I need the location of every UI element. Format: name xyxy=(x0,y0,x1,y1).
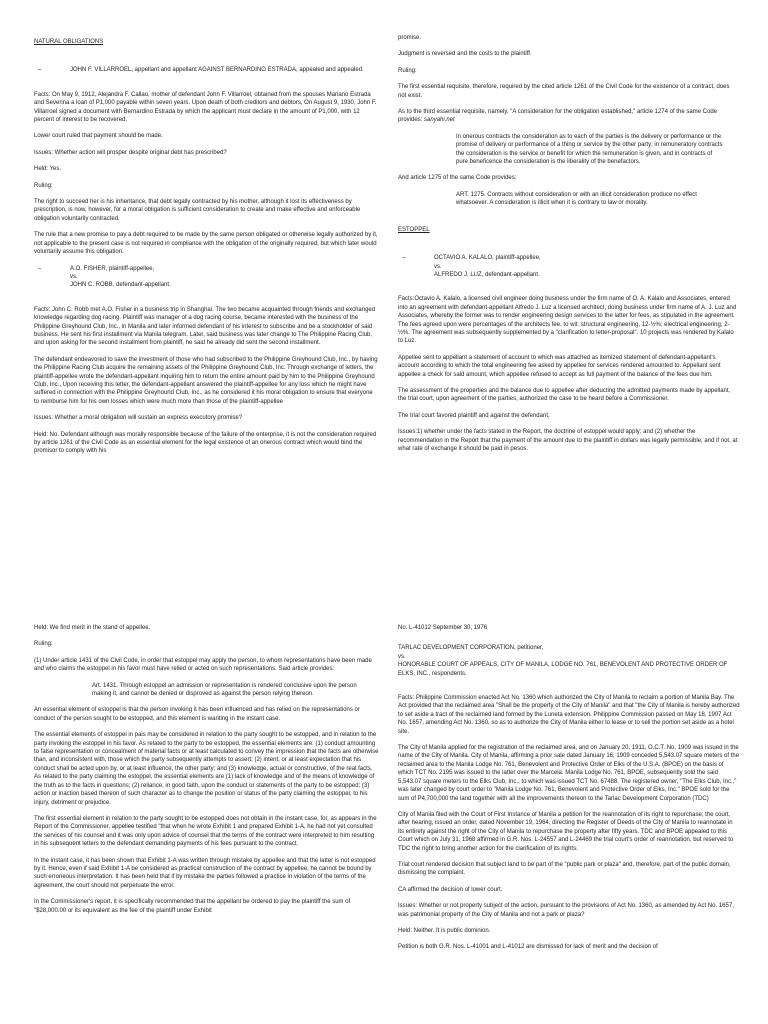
case-docket: No. L-41012 September 30, 1976 xyxy=(398,625,488,631)
ruling-paragraph: The right to succeed her is his inheritance, that debt legally contracted by his mother, although it lost its effectiveness by prescription, is now, however, for a moral obligation is sufficient consideration to create and make effective and enforceable obligation voluntarily contracted. xyxy=(34,199,361,222)
issues-paragraph: Issues: Whether action will prosper despite original debt has prescribed? xyxy=(34,149,227,156)
case-party-line: vs. xyxy=(398,653,406,660)
case-party-line: HONORABLE COURT OF APPEALS, CITY OF MANILA, LODGE NO. 761, BENEVOLENT AND PROTECTIVE ORDER OF ELKS, INC., respondents. xyxy=(398,662,728,677)
case-parties: JOHN F. VILLARROEL, appellant and appellant AGAINST BERNARDINO ESTRADA, appealed and appealed. xyxy=(70,67,364,74)
body-paragraph: The assessment of the properties and the balance due to appellee after deducting the admitted payments made by appellant, the trial court, upon agreement of the parties, authorized the case to be heard before a Commissioner. xyxy=(398,387,731,403)
body-paragraph: Trial court rendered decision that subject land to be part of the "public park or plaza" and, therefore, part of the public domain, dismissing the complaint. xyxy=(398,861,731,877)
body-paragraph: Judgment is reversed and the costs to the plaintiff. xyxy=(398,51,532,58)
issues-paragraph: Issues: Whether or not property subject of the action, pursuant to the provisions of Act No. 1360, as amended by Act No. 1657, was patrimonial property of the City of Manila and not a park or plaza? xyxy=(398,903,734,918)
case-caption-fisher xyxy=(34,265,378,290)
body-paragraph: The first essential requisite, therefore, required by the cited article 1261 of the Civil Code for the existence of a contract, does not exist. xyxy=(398,84,730,99)
body-paragraph: The trial court favored plaintiff and against the defendant, xyxy=(398,412,550,419)
ruling-label: Ruling: xyxy=(34,182,53,189)
body-paragraph: The City of Manila applied for the registration of the reclaimed area, and on January 20, 1911, O.C.T. No. 1909 was issued in the name of the City of Manila. City of Manila, affirming a prior sale dated January 16, 1909 conceded 5,543.07 square meters of the reclaimed area to the Manila Lodge No. 761, Benevolent and Protective Order of Elks of the U.S.A. (BPOE) on the basis of which TCT No. 2195 was issued to the latter over the Marcela. Manila Lodge No. 761, BPOE, subsequently sold the said 5,543.07 square meters to the Elks Club, Inc., to which was issued TCT No. 67488. The registered owner, "The Elks Club, Inc.," was later changed by court order to "Manila Lodge No. 761, Benevolent and Protective Order of Elks, Inc." BPOE sold for the sum of P4,700,000 the land together with all the improvements thereon to the Tarlac Development Corporation (TDC) xyxy=(398,745,740,802)
block-quote: Art. 1431. Through estoppel an admission or representation is rendered conclusive upon the person making it, and cannot be denied or disproved as against the person relying thereon. xyxy=(92,682,357,698)
block-quote: ART. 1275. Contracts without consideration or with an illicit consideration produce no effect whatsoever. A consideration is illicit when it is contrary to law or morality. xyxy=(456,191,697,207)
body-paragraph: In the Commissioner's report, it is specifically recommended that the appellant be ordered to pay the plaintiff the sum of "$28,000.00 or its equivalent as the fee of the plaintiff under Exhibit xyxy=(34,899,351,914)
body-paragraph: The first essential element in relation to the party sought to be estopped does not obtain in the instant case, for, as appears in the Report of the Commissioner, appellee testified "that when he wrote Exhibit 1 and prepared Exhibit 1-A, he had not yet consulted the services of his counsel and it was only upon advice of counsel that the terms of the contract were interpreted to him resulting in his subsequent letters to the defendant demanding payments of his fees pursuant to the contract. xyxy=(34,815,377,848)
page-2-left-column xyxy=(34,624,380,1024)
case-party-line: TARLAC DEVELOPMENT CORPORATION, petitioner, xyxy=(398,645,544,652)
held-paragraph: Held: We find merit in the stand of appellee. xyxy=(34,625,151,631)
body-paragraph: Petition is both G.R. Nos. L-41001 and L-41012 are dismissed for lack of merit and the decision of xyxy=(398,944,658,951)
case-party-line: A.O. FISHER, plaintiff-appellee, xyxy=(70,265,155,272)
list-dash: – xyxy=(38,265,42,272)
case-caption-kalalo xyxy=(398,254,738,279)
case-parties xyxy=(434,254,541,279)
body-paragraph xyxy=(398,108,738,125)
facts-paragraph: Facts:Octavio A. Kalalo, a licensed civil engineer doing business under the firm name of O. A. Kalalo and Associates, entered into an agreement with defendant-appellant Alfredo J. Luz a licensed architect, doing business under firm name of A. J. Luz and Associates, whereby the former was to render engineering design services to the latter for fees, as stipulated in the agreement. The fees agreed upon were percentages of the architects fee, to wit: structural engineering, 12-½%; electrical engineering, 2-½%. The agreement was subsequently supplemented by a "clarification to letter-proposal". 10 projects was rendered by Kalalo to Luz. xyxy=(398,296,737,345)
case-party-line: JOHN C. ROBB, defendant-appellant. xyxy=(70,282,171,289)
ruling-label: Ruling: xyxy=(398,67,417,74)
watermark-text: sanyahi.net xyxy=(424,117,455,124)
case-caption-villarroel xyxy=(34,66,378,74)
body-paragraph: Appellee sent to appellant a statement of account to which was attached as itemized statement of defendant-appellant's account according to which the total engineering fee asked by appellee for services rendered amounted to. Appellant sent appellee a check for said amount, which appellee refused to accept as full payment of the balance of the fees due him. xyxy=(398,354,721,378)
body-paragraph: An essential element of estoppel is that the person invoking it has been influenced and has relied on the representations or conduct of the person sought to be estopped, and this element is wanting in the instant case. xyxy=(34,707,360,722)
held-paragraph: Held: Neither. It is public dominion. xyxy=(398,927,491,934)
case-caption-tarlac xyxy=(398,644,740,678)
section-heading-natural-obligations: NATURAL OBLIGATIONS xyxy=(34,39,104,45)
body-paragraph: promise. xyxy=(398,35,422,41)
body-paragraph: And article 1275 of the same Code provides: xyxy=(398,175,517,182)
list-dash: – xyxy=(402,255,406,262)
facts-paragraph: Facts: John C. Robb met A.O. Fisher in a business trip in Shanghai. The two became acquainted through friends and exchanged knowledge regarding dog racing. Plaintiff was manager of a dog racing course, became interested with the business of the Philippine Greyhound Club, Inc., in Manila and later informed defendant of his interest to subscribe and be a stockholder of said business. He sent his first installment via Manila telegram. Later, said business was later change to The Philippine Racing Club, and upon asking for the second installment from plaintiff, he said he already did sent the second installment. xyxy=(34,306,376,347)
case-party-line: ALFREDO J. LUZ, defendant-appellant. xyxy=(434,271,540,278)
lower-court-paragraph: Lower court ruled that payment should be made. xyxy=(34,133,163,140)
case-party-line: OCTAVIO A. KALALO, plaintiff-appellee, xyxy=(434,255,541,262)
page-1-right-column xyxy=(398,34,738,544)
body-paragraph: In the instant case, it has been shown that Exhibit 1-A was written through mistake by appellee and that the latter is not estopped by it. Hence, even if said Exhibit 1-A be considered as practical construction of the contract by appellee, he cannot be bound by such erroneous interpretation. It has been held that if by mistake the parties followed a practice in violation of the terms of the agreement, the court should not perpetuate the error. xyxy=(34,857,376,889)
ruling-label: Ruling: xyxy=(34,641,53,648)
list-dash: – xyxy=(38,67,42,74)
block-quote: In onerous contracts the consideration as to each of the parties is the delivery or performance or the promise of delivery or performance of a thing or service by the other party; in remuneratory contracts the consideration is the service or benefit for which the remuneration is given, and in contracts of pure beneficence the consideration is the liberality of the benefactors. xyxy=(456,133,723,166)
facts-paragraph: Facts: On May 9, 1912, Alejandra F. Callao, mother of defendant John F. Villarroel, obtained from the spouses Mariano Estrada and Severina a loan of P1,000 payable within seven years. Upon death of both creditors and debtors, On August 9, 1930, John F. Villarroel signed a document with Bernardino Estrada by which the applicant must declare in the amount of P1,000, with 12 percent of interest to be recovered. xyxy=(34,91,377,124)
case-parties xyxy=(70,265,171,290)
held-paragraph: Held: Yes. xyxy=(34,166,62,173)
case-party-line: vs. xyxy=(434,263,442,270)
section-heading-estoppel: ESTOPPEL xyxy=(398,226,430,233)
page-1-left-column xyxy=(34,38,378,538)
facts-paragraph: The defendant endeavored to save the investment of those who had subscribed to the Philippine Greyhound Club, Inc., by having the Philippine Racing Club acquire the remaining assets of the Philippine Greyhound Club, Inc. Through exchange of letters, the plaintiff-appellee wrote the defendant-appellant inquiring him to return the entire amount paid by him to the Philippine Greyhound Club, Inc., Upon receiving this letter, the defendant-appellant answered the plaintiff-appellee for any loss which he might have suffered in connection with the Philippine Greyhound Club, Inc., as he considered it his moral obligation to ensure that everyone to reimburse him for his own losses which were much more than those of the plaintiff-appellee xyxy=(34,356,378,405)
body-paragraph: The essential elements of estoppel in pais may be considered in relation to the party sought to be estopped, and in relation to the party invoking the estoppel in his favor. As related to the party to be estopped, the essential elements are: (1) conduct amounting to false representation or concealment of material facts or at least calculated to convey the impression that the facts are otherwise than, and inconsistent with, those which the party subsequently attempts to assert; (2) intent, or at least expectation that his conduct shall be acted upon by, or at least influence, the other party; and (3) knowledge, actual or constructive, of the real facts. As related to the party claiming the estoppel, the essential elements are (1) lack of knowledge and of the means of knowledge of the truth as to the facts in questions; (2) reliance, in good faith, upon the conduct or statements of the party to be estopped; (3) action or inaction based thereon of such character as to change the position or status of the party claiming the estoppel, to his injury, detriment or prejudice. xyxy=(34,732,379,806)
body-paragraph: City of Manila filed with the Court of First Instance of Manila a petition for the reannotation of its right to repurchase; the court, after hearing, issued an order, dated November 19, 1964, directing the Register of Deeds of the City of Manila to reannotate in its entirety against the right of the City of Manila to repurchase the property after fifty years. TDC and BPOE appealed to this Court which on July 31, 1968 affirmed in G.R. Nos. L-24557 and L-24469 the trial court's order of reannotation, but reserved to TDC the right to bring another action for the clarification of its rights. xyxy=(398,811,734,852)
page-2-right-column xyxy=(398,624,740,1024)
ruling-paragraph: (1) Under article 1431 of the Civil Code, in order that estoppel may apply the person, to whom representations have been made and who claims the estoppel in his favor must have relied or acted on such representations. Said article provides: xyxy=(34,657,372,673)
facts-paragraph: Facts: Philippine Commission enacted Act No. 1360 which authorized the City of Manila to reclaim a portion of Manila Bay. The Act provided that the reclaimed area "Shall be the property of the City of Manila" and that "the City of Manila is hereby authorized to set aside a tract of the reclaimed land formed by the Luneta extension. Philippine Commission passed on May 18, 1907 Act No. 1657, amending Act No. 1360, so as to authorize the City of Manila either to lease or to sell the portion set aside as a hotel site. xyxy=(398,695,740,735)
body-text: As to the third essential requisite, namely, "A consideration for the obligation established," article 1274 of the same Code provides: xyxy=(398,109,717,124)
case-party-line: vs. xyxy=(70,273,78,280)
issues-paragraph: Issues:1) whether under the facts stated in the Report, the doctrine of estoppel would apply; and (2) whether the recommendation in the Report that the payment of the amount due to the plaintiff in dollars was legally permissible, and if not, at what rate of exchange it should be paid in pesos. xyxy=(398,429,738,452)
held-paragraph: Held: No. Defendant although was morally responsible because of the failure of the enterprise, it is not the consideration required by article 1261 of the Civil Code as an essential element for the legal existence of an onerous contract which would bind the promisor to comply with his xyxy=(34,431,377,455)
issues-paragraph: Issues: Whether a moral obligation will sustain an express executory promise? xyxy=(34,415,243,422)
ruling-paragraph: The rule that a new promise to pay a debt required to be made by the same person obligated or otherwise legally authorized by it, not applicable to the present case is not required in compliance with the obligation of the originally required, but which later would voluntarily assume this obligation. xyxy=(34,232,378,256)
body-paragraph: CA affirmed the decision of lower court. xyxy=(398,886,503,893)
